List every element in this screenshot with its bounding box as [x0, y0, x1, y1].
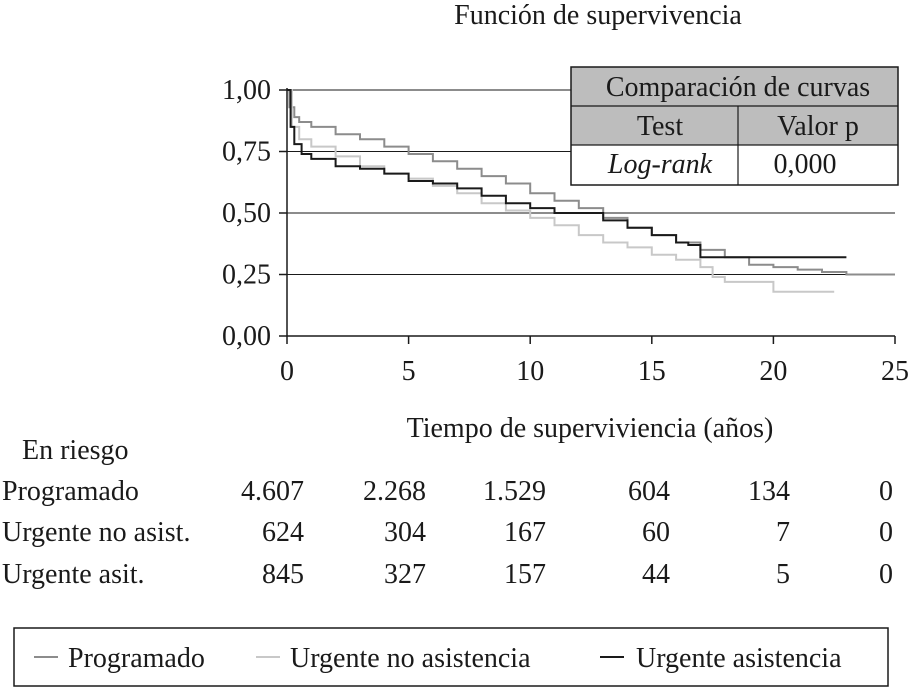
at-risk-value: 60 [642, 517, 670, 548]
x-ticks [280, 336, 909, 387]
x-tick-label: 25 [881, 356, 909, 387]
y-tick-label: 0,75 [222, 136, 271, 168]
x-tick-label: 5 [401, 356, 416, 387]
at-risk-value: 0 [879, 476, 893, 507]
at-risk-label: En riesgo [22, 435, 129, 466]
at-risk-value: 134 [748, 476, 790, 507]
at-risk-value: 0 [879, 517, 893, 548]
at-risk-value: 0 [879, 559, 893, 590]
legend-label-urgente-no-asistencia: Urgente no asistencia [290, 643, 531, 674]
comparison-table-test-name: Log-rank [607, 149, 713, 180]
at-risk-value: 44 [642, 559, 670, 590]
y-tick-label: 0,00 [222, 321, 271, 352]
y-tick-label: 0,50 [222, 198, 271, 229]
at-risk-value: 4.607 [241, 476, 304, 507]
at-risk-value: 7 [776, 517, 790, 548]
at-risk-value: 157 [504, 559, 546, 590]
at-risk-value: 327 [384, 559, 426, 590]
x-tick-label: 0 [280, 356, 294, 387]
at-risk-row-name: Programado [2, 476, 139, 507]
at-risk-row-name: Urgente asit. [2, 559, 145, 590]
legend [14, 628, 888, 686]
x-axis-label: Tiempo de superviviencia (años) [406, 413, 774, 444]
x-tick-label: 10 [516, 356, 545, 387]
comparison-table-pvalue: 0,000 [773, 149, 837, 180]
comparison-table-header-pvalue: Valor p [777, 111, 859, 142]
at-risk-table [2, 476, 893, 590]
at-risk-value: 845 [262, 559, 304, 590]
at-risk-value: 604 [628, 476, 670, 507]
at-risk-value: 5 [776, 559, 790, 590]
legend-label-urgente-asistencia: Urgente asistencia [636, 643, 842, 674]
at-risk-value: 304 [384, 517, 426, 548]
at-risk-value: 1.529 [483, 476, 546, 507]
y-tick-label: 1,00 [222, 75, 271, 106]
at-risk-value: 167 [504, 517, 546, 548]
x-tick-label: 15 [637, 356, 666, 387]
y-tick-label: 0,25 [222, 259, 271, 291]
at-risk-value: 2.268 [363, 476, 426, 507]
legend-label-programado: Programado [68, 643, 205, 674]
comparison-table-header-test: Test [636, 111, 684, 142]
at-risk-value: 624 [262, 517, 304, 548]
comparison-table-title: Comparación de curvas [605, 72, 871, 103]
at-risk-row-name: Urgente no asist. [2, 517, 191, 548]
y-ticks [222, 75, 287, 352]
x-tick-label: 20 [759, 356, 788, 387]
chart-title: Función de supervivencia [454, 0, 742, 31]
comparison-table [571, 67, 898, 185]
